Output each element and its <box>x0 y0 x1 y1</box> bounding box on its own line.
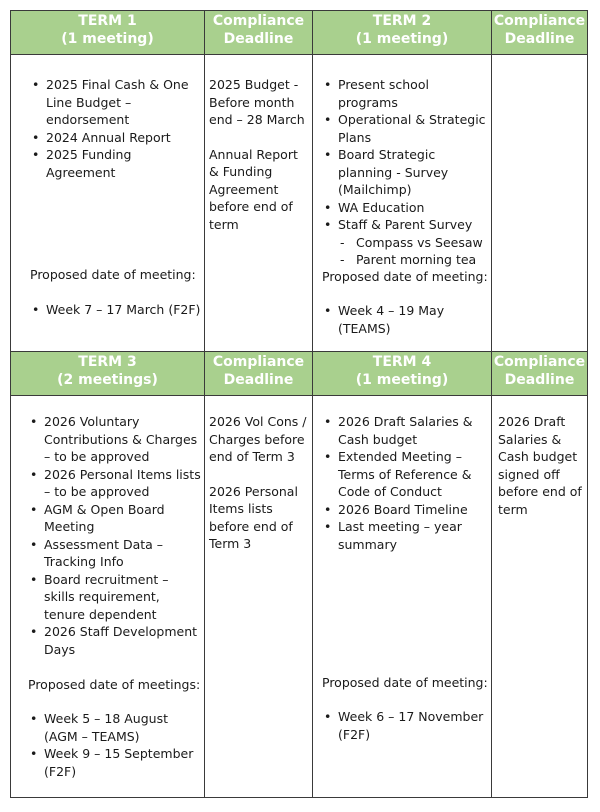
term4-subtitle: (1 meeting) <box>355 372 449 388</box>
term3-cell <box>28 413 202 658</box>
compliance1-title: Compliance <box>212 13 305 29</box>
term3-items <box>28 413 202 658</box>
term3-header <box>11 352 204 395</box>
compliance2-subtitle: Deadline <box>504 31 575 47</box>
term2-proposed-label: Proposed date of meeting: <box>322 269 488 284</box>
term2-cell <box>322 76 488 269</box>
list-item: • 2026 Board Timeline <box>322 501 488 519</box>
column-divider <box>312 10 313 798</box>
term4-cell <box>322 413 488 553</box>
table-border-bottom <box>10 797 588 798</box>
column-divider <box>204 10 205 798</box>
term2-title: TERM 2 <box>372 13 432 29</box>
list-item: • 2024 Annual Report <box>30 129 200 147</box>
term2-dates <box>322 302 488 337</box>
compliance3-para2: 2026 Personal Items lists before end of Term 3 <box>209 483 298 551</box>
term1-dates <box>30 301 202 319</box>
meeting-date: • Week 6 – 17 November (F2F) <box>322 708 488 743</box>
compliance2-header <box>492 11 587 54</box>
compliance4-cell <box>498 413 584 518</box>
compliance1-cell <box>209 76 307 233</box>
term2-items <box>322 76 488 269</box>
list-item: • 2025 Funding Agreement <box>30 146 200 181</box>
term1-title: TERM 1 <box>78 13 137 29</box>
row2-header-divider <box>10 395 588 396</box>
list-item: • Assessment Data – Tracking Info <box>28 536 202 571</box>
compliance4-subtitle: Deadline <box>504 372 575 388</box>
list-item: • 2026 Staff Development Days <box>28 623 202 658</box>
term3-subtitle: (2 meetings) <box>57 372 158 388</box>
table-border-right <box>587 10 588 798</box>
row-divider <box>10 351 588 352</box>
list-item: • Last meeting – year summary <box>322 518 488 553</box>
compliance4-header <box>492 352 587 395</box>
compliance3-title: Compliance <box>212 354 305 370</box>
term1-subtitle: (1 meeting) <box>61 31 154 47</box>
compliance3-header <box>205 352 312 395</box>
compliance4-para1: 2026 Draft Salaries & Cash budget signed off before end of term <box>498 414 582 517</box>
table-border-left <box>10 10 11 798</box>
meeting-date: • Week 4 – 19 May (TEAMS) <box>322 302 488 337</box>
compliance1-para2: Annual Report & Funding Agreement before end of term <box>209 146 298 232</box>
term3-dates <box>28 710 202 780</box>
term3-title: TERM 3 <box>78 354 137 370</box>
term4-proposed-label: Proposed date of meeting: <box>322 675 488 690</box>
list-item: • Extended Meeting – Terms of Reference & Code of Conduct <box>322 448 488 501</box>
compliance4-title: Compliance <box>493 354 586 370</box>
term1-cell <box>30 76 200 181</box>
compliance3-subtitle: Deadline <box>223 372 294 388</box>
term4-header <box>313 352 491 395</box>
term1-header <box>11 11 204 54</box>
term3-proposed-label: Proposed date of meetings: <box>28 677 201 692</box>
compliance1-header <box>205 11 312 54</box>
list-item: • Board Strategic planning - Survey (Mailchimp) <box>322 146 488 199</box>
term1-proposed-label: Proposed date of meeting: <box>30 267 196 282</box>
term2-header <box>313 11 491 54</box>
sub-list-item: - Parent morning tea <box>322 251 488 269</box>
column-divider <box>491 10 492 798</box>
list-item: • Operational & Strategic Plans <box>322 111 488 146</box>
list-item: • 2026 Draft Salaries & Cash budget <box>322 413 488 448</box>
list-item: • 2026 Voluntary Contributions & Charges – to be approved <box>28 413 202 466</box>
term4-dates <box>322 708 488 743</box>
term4-items <box>322 413 488 553</box>
list-item: • Staff & Parent Survey <box>322 216 488 234</box>
compliance2-title: Compliance <box>493 13 586 29</box>
sub-list-item: - Compass vs Seesaw <box>322 234 488 252</box>
meeting-date: • Week 5 – 18 August (AGM – TEAMS) <box>28 710 202 745</box>
list-item: • Board recruitment – skills requirement, tenure dependent <box>28 571 202 624</box>
compliance1-para1: 2025 Budget - Before month end – 28 March <box>209 77 305 127</box>
list-item: • Present school programs <box>322 76 488 111</box>
meeting-date: • Week 9 – 15 September (F2F) <box>28 745 202 780</box>
list-item: • 2025 Final Cash & One Line Budget – endorsement <box>30 76 200 129</box>
compliance1-subtitle: Deadline <box>223 31 294 47</box>
term1-items <box>30 76 200 181</box>
list-item: • 2026 Personal Items lists – to be approved <box>28 466 202 501</box>
meeting-date: • Week 7 – 17 March (F2F) <box>30 301 202 319</box>
term2-subtitle: (1 meeting) <box>355 31 449 47</box>
table-border-top <box>10 10 588 11</box>
row1-header-divider <box>10 54 588 55</box>
list-item: • AGM & Open Board Meeting <box>28 501 202 536</box>
compliance3-cell <box>209 413 309 553</box>
compliance3-para1: 2026 Vol Cons / Charges before end of Term 3 <box>209 414 307 464</box>
list-item: • WA Education <box>322 199 488 217</box>
term4-title: TERM 4 <box>372 354 432 370</box>
